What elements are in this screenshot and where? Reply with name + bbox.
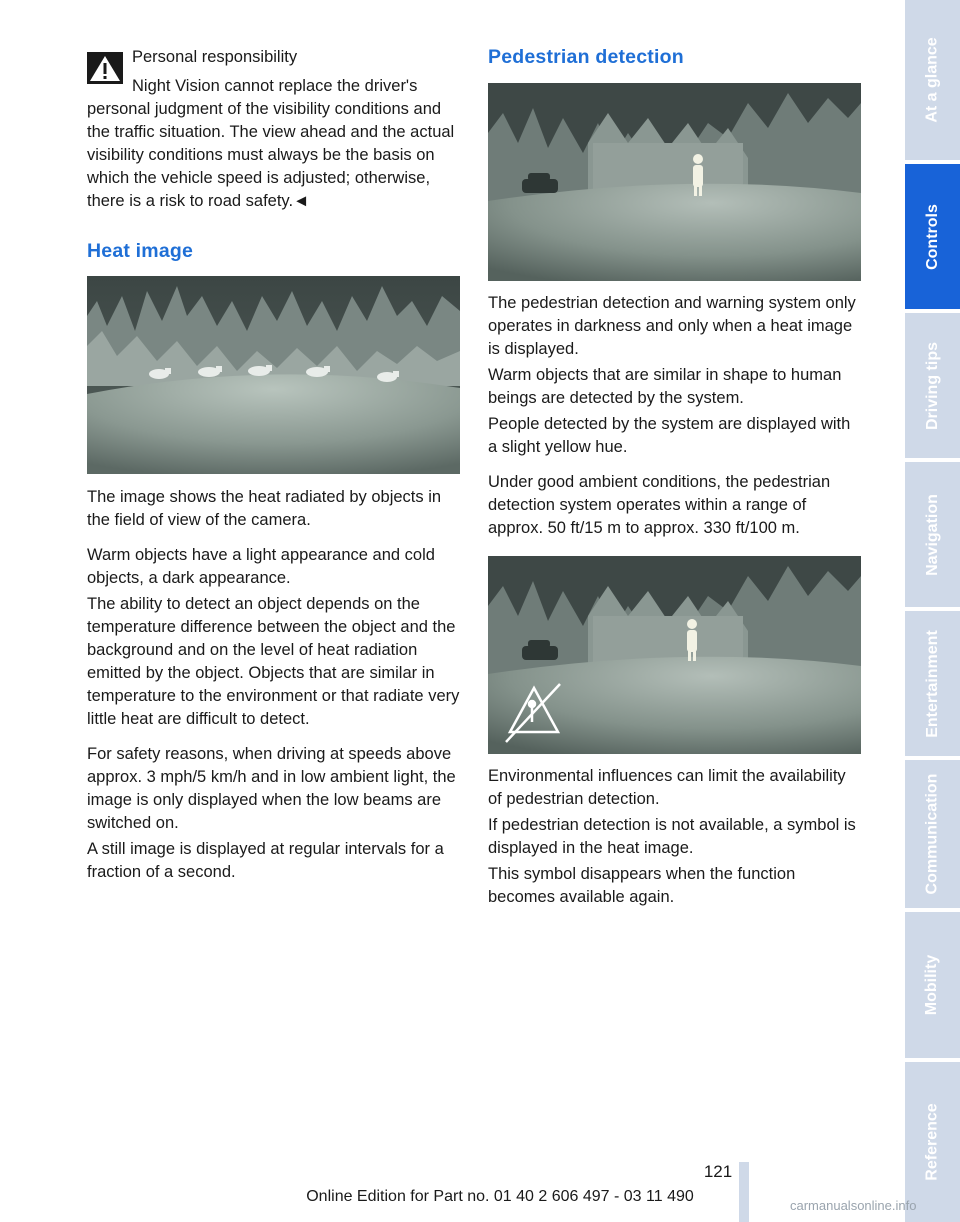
tab-navigation[interactable]: Navigation [905,462,960,607]
ped-para-3: People detected by the system are displayed with a slight yellow hue. [488,415,851,456]
pedestrian-photo [488,83,861,281]
warning-block [87,46,460,213]
heat-image-photo [87,276,460,474]
heat-para-1: The image shows the heat radiated by objects in the field of view of the camera. [87,488,442,529]
tab-controls[interactable]: Controls [905,164,960,309]
tab-driving-tips[interactable]: Driving tips [905,313,960,458]
pedestrian-text-b [488,765,861,909]
warning-title: Personal responsibility [132,48,298,66]
watermark: carmanualsonline.info [790,1198,917,1213]
tab-at-a-glance[interactable]: At a glance [905,0,960,160]
pedestrian-heading: Pedestrian detection [488,46,684,68]
ped-para-7: This symbol disappears when the function becomes available again. [488,865,796,906]
pedestrian-text-a [488,292,861,540]
ped-para-2: Warm objects that are similar in shape to human beings are detected by the system. [488,366,842,407]
tab-communication[interactable]: Communication [905,760,960,908]
tab-entertainment[interactable]: Entertainment [905,611,960,756]
heat-image-heading: Heat image [87,240,194,262]
heat-para-4: For safety reasons, when driving at speeds above approx. 3 mph/5 km/h and in low ambient light, the image is only displayed when the low beams are switched on. [87,745,456,832]
heat-image-text [87,486,460,884]
warning-body: personal judgment of the visibility conditions and the traffic situation. The view ahead and the actual visibility conditions must always be the basis on which the vehicle speed is adjusted; otherwise, there is a risk to road safety.◄ [87,100,455,210]
warning-line1: Night Vision cannot replace the driver's [132,77,418,95]
page-number: 121 [703,1162,733,1181]
footer-edition: Online Edition for Part no. 01 40 2 606 497 - 03 11 490 [306,1188,694,1205]
ped-para-5: Environmental influences can limit the availability of pedestrian detection. [488,767,846,808]
ped-para-1: The pedestrian detection and warning system only operates in darkness and only when a heat image is displayed. [488,294,856,358]
heat-para-2: Warm objects have a light appearance and cold objects, a dark appearance. [87,546,435,587]
tab-reference[interactable]: Reference [905,1062,960,1222]
warning-triangle-icon [87,52,123,84]
ped-para-4: Under good ambient conditions, the pedestrian detection system operates within a range of approx. 50 ft/15 m to approx. 330 ft/100 m. [488,473,831,537]
ped-para-6: If pedestrian detection is not available, a symbol is displayed in the heat image. [488,816,856,857]
heat-para-3: The ability to detect an object depends on the temperature difference between the object and the background and on the level of heat radiation emitted by the object. Objects that are similar in temperature to the environment or that radiate very little heat are difficult to detect. [87,595,460,728]
pedestrian-unavailable-photo [488,556,861,754]
heat-para-5: A still image is displayed at regular intervals for a fraction of a second. [87,840,444,881]
tab-mobility[interactable]: Mobility [905,912,960,1058]
